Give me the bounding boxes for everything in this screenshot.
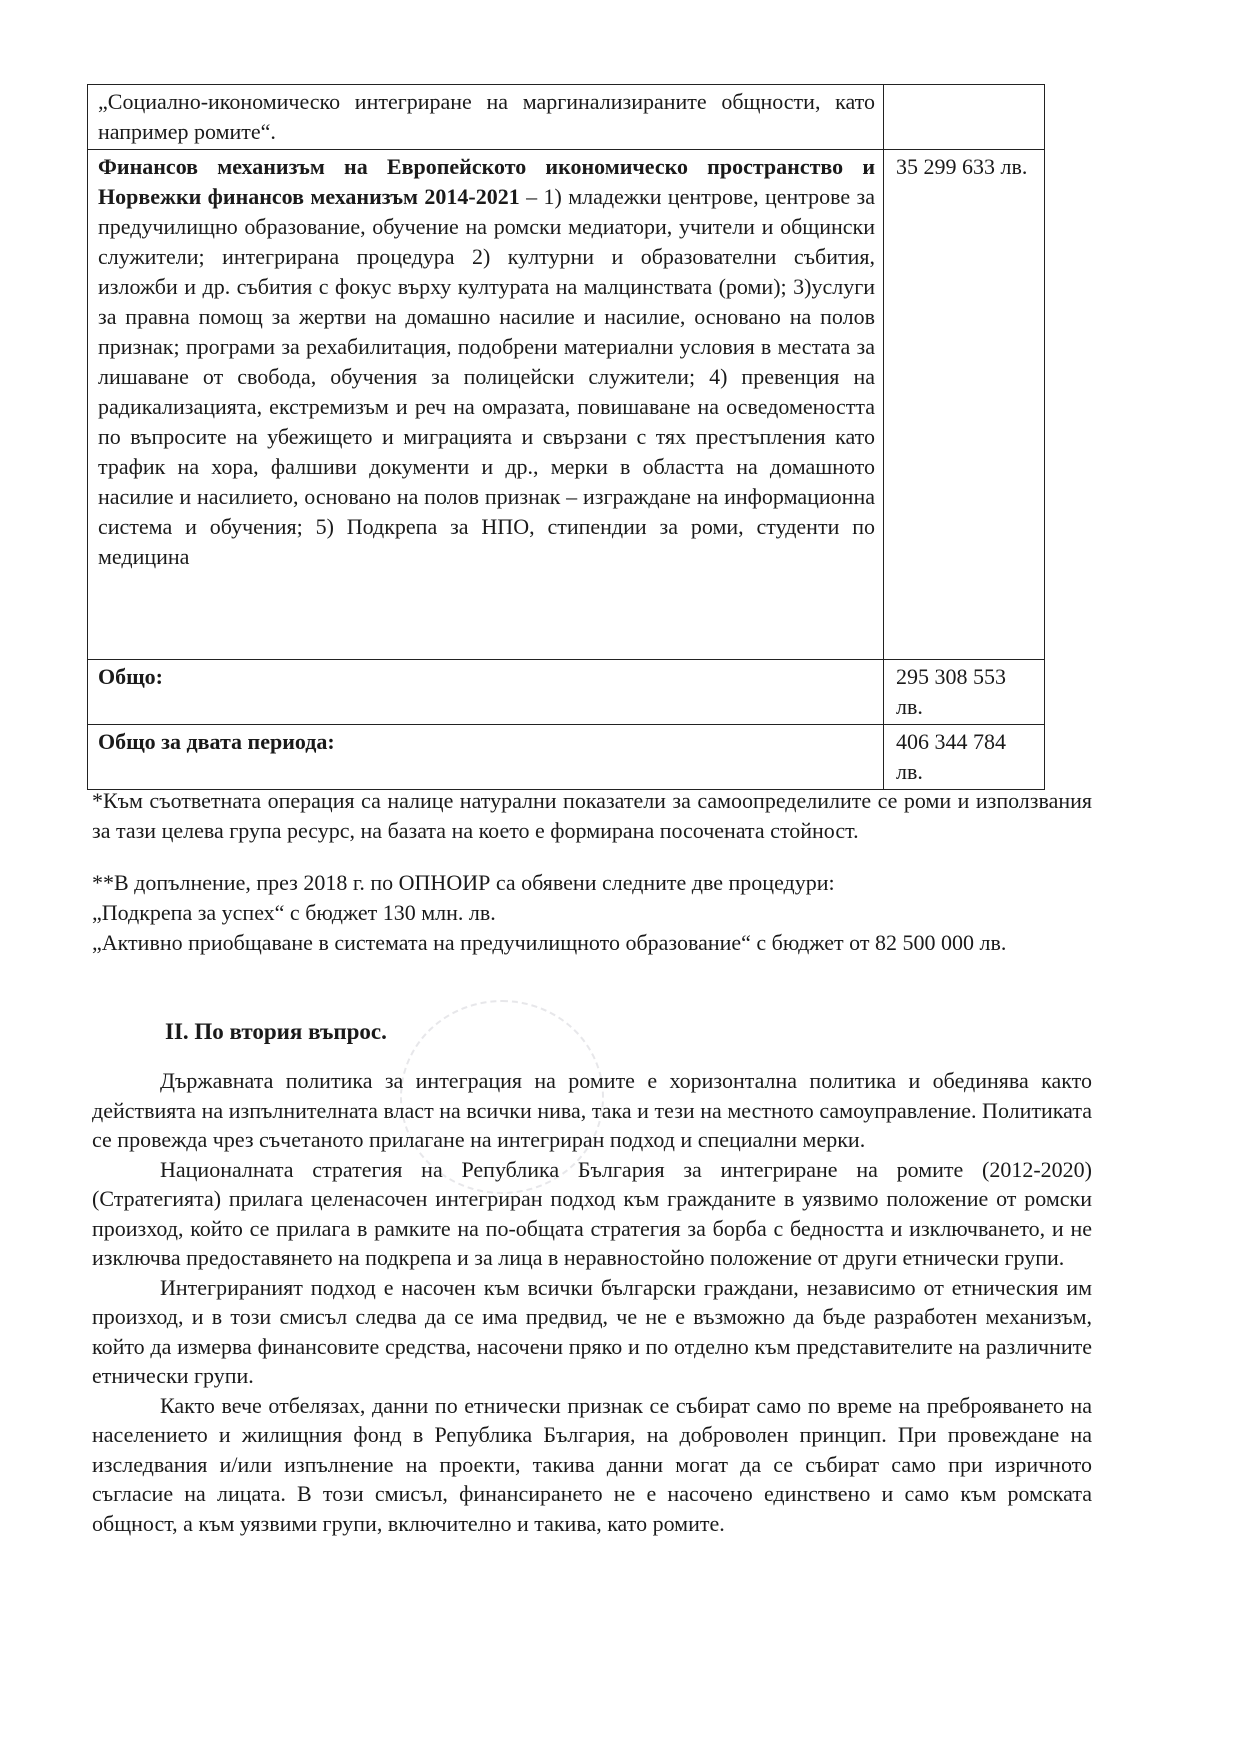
paragraph: Интегрираният подход е насочен към всички български граждани, независимо от етническия им произход, и в този смисъл следва да се има предвид, че не е възможно да бъде разработен механизъм, който да измерва финансовите средства, насочени пряко и по отделно към представителите на различните етнически групи. [92, 1274, 1092, 1388]
table-row-total [88, 660, 1045, 725]
row-amount [884, 85, 1045, 150]
footnote-line: **В допълнение, през 2018 г. по ОПНОИР са обявени следните две процедури: [92, 870, 835, 895]
total-amount: 295 308 553 лв. [884, 660, 1045, 725]
section-title: II. По втория въпрос. [165, 1019, 387, 1044]
footnote-double-star [92, 868, 1092, 958]
row-amount: 35 299 633 лв. [884, 150, 1045, 660]
grand-total-amount: 406 344 784 лв. [884, 725, 1045, 790]
section-body [92, 1066, 1092, 1538]
row-description: „Социално-икономическо интегриране на маргинализираните общности, като например ромите“. [88, 85, 884, 150]
row-description-rest: – 1) младежки центрове, центрове за предучилищно образование, обучение на ромски медиатори, учители и общински служители; интегрирана процедура 2) културни и образователни събития, изложби и др. събития с фокус върху културата на малцинствата (роми); 3)услуги за правна помощ за жертви на домашно насилие и насилие, основано на полов признак; програми за рехабилитация, подобрени материални условия в местата за лишаване от свобода, обучения за полицейски служители; 4) превенция на радикализацията, екстремизъм и реч на омразата, повишаване на осведомеността по въпросите на убежището и миграцията и свързани с тях престъпления като трафик на хора, фалшиви документи и др., мерки в областта на домашното насилие и насилието, основано на полов признак – изграждане на информационна система и обучения; 5) Подкрепа за НПО, стипендии за роми, студенти по медицина [98, 184, 875, 569]
table-row [88, 150, 1045, 660]
grand-total-label: Общо за двата периода: [88, 725, 884, 790]
row-description [88, 150, 884, 660]
paragraph: Държавната политика за интеграция на ромите е хоризонтална политика и обединява както действията на изпълнителната власт на всички нива, така и тези на местното самоуправление. Политиката се провежда чрез съчетаното прилагане на интегриран подход и специални мерки. [92, 1068, 1092, 1152]
paragraph: Както вече отбелязах, данни по етнически признак се събират само по време на преброяването на населението и жилищния фонд в Република България, на доброволен принцип. При провеждане на изследвания и/или изпълнение на проекти, такива данни могат да се събират само при изричното съгласие на лицата. В този смисъл, финансирането не е насочено единствено и само към ромската общност, а към уязвими групи, включително и такива, като ромите. [92, 1392, 1092, 1536]
row-description-bold: Финансов механизъм на Европейското икономическо пространство и Норвежки финансов механизъм 2014-2021 [98, 154, 875, 209]
footnote-single-star: *Към съответната операция са налице натурални показатели за самоопределилите се роми и използвания за тази целева група ресурс, на базата на което е формирана посочената стойност. [92, 788, 1092, 843]
funding-table [87, 84, 1045, 790]
table-row [88, 85, 1045, 150]
footnote-line: „Подкрепа за успех“ с бюджет 130 млн. лв. [92, 900, 496, 925]
footnote-line: „Активно приобщаване в системата на предучилищното образование“ с бюджет от 82 500 000 лв. [92, 930, 1007, 955]
table-row-grand-total [88, 725, 1045, 790]
total-label: Общо: [88, 660, 884, 725]
paragraph: Националната стратегия на Република България за интегриране на ромите (2012-2020) (Стратегията) прилага целенасочен интегриран подход към гражданите в уязвимо положение от ромски произход, който се прилага в рамките на по-общата стратегия за борба с бедността и изключването, и не изключва предоставянето на подкрепа и за лица в неравностойно положение от други етнически групи. [92, 1156, 1092, 1270]
